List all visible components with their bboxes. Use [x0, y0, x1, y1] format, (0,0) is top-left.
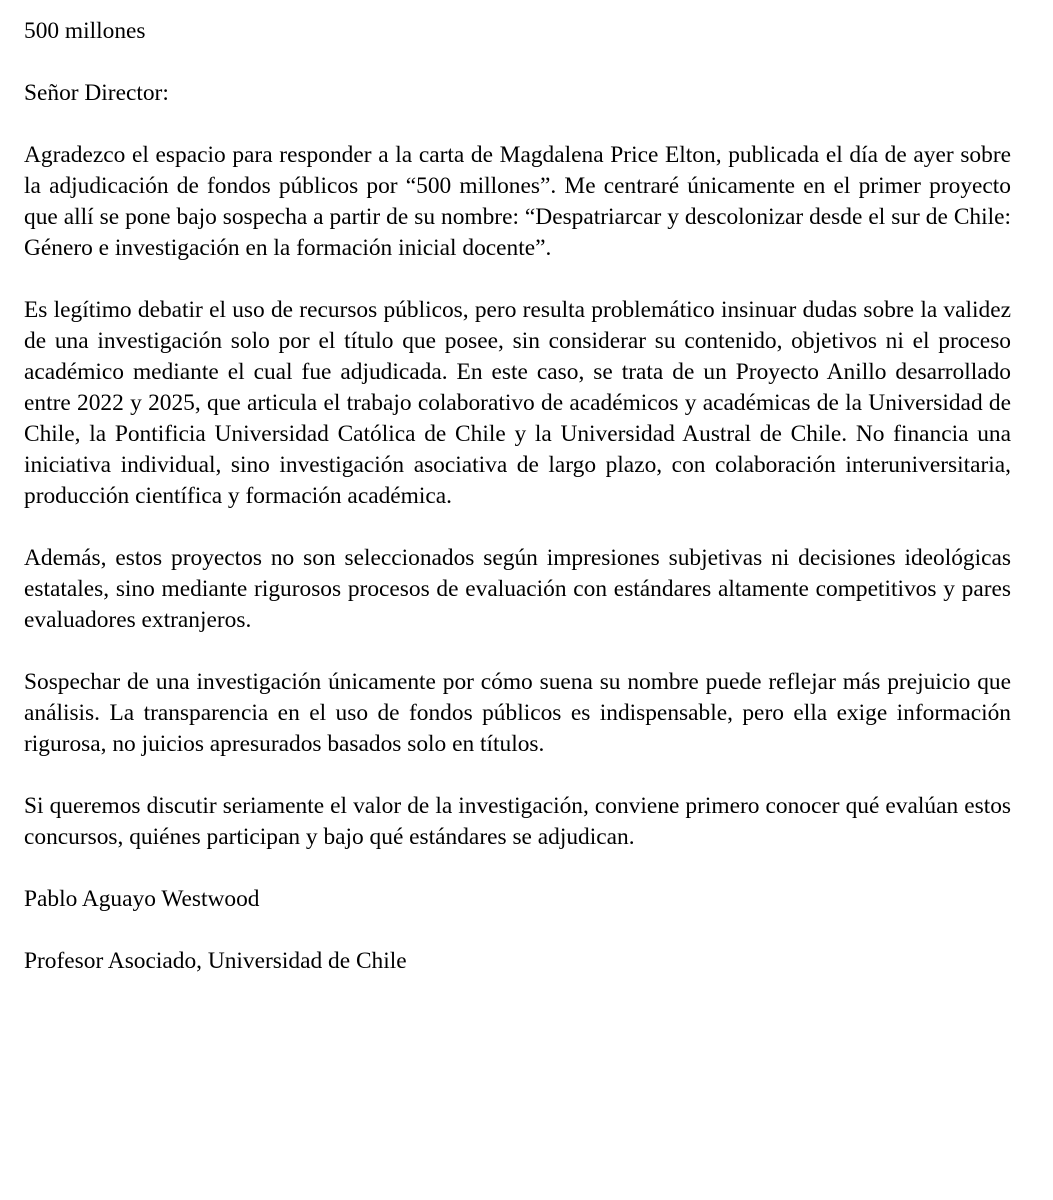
signature-name: Pablo Aguayo Westwood [24, 886, 260, 912]
signature-title: Profesor Asociado, Universidad de Chile [24, 948, 407, 974]
paragraph-evaluation: Además, estos proyectos no son seleccionados según impresiones subjetivas ni decisiones ideológicas estatales, sino mediante rigurosos procesos de evaluación con estándares altamente competitivos y pares evaluadores extranjeros. [24, 545, 1011, 633]
letter-body [24, 16, 1011, 977]
paragraph-conclusion: Si queremos discutir seriamente el valor de la investigación, conviene primero conocer qué evalúan estos concursos, quiénes participan y bajo qué estándares se adjudican. [24, 793, 1011, 850]
salutation: Señor Director: [24, 80, 169, 106]
paragraph-intro: Agradezco el espacio para responder a la carta de Magdalena Price Elton, publicada el día de ayer sobre la adjudicación de fondos públicos por “500 millones”. Me centraré únicamente en el primer proyecto que allí se pone bajo sospecha a partir de su nombre: “Despatriarcar y descolonizar desde el sur de Chile: Género e investigación en la formación inicial docente”. [24, 142, 1011, 261]
letter-title: 500 millones [24, 18, 146, 44]
paragraph-suspicion: Sospechar de una investigación únicamente por cómo suena su nombre puede reflejar más prejuicio que análisis. La transparencia en el uso de fondos públicos es indispensable, pero ella exige información rigurosa, no juicios apresurados basados solo en títulos. [24, 669, 1011, 757]
paragraph-legitimacy: Es legítimo debatir el uso de recursos públicos, pero resulta problemático insinuar dudas sobre la validez de una investigación solo por el título que posee, sin considerar su contenido, objetivos ni el proceso académico mediante el cual fue adjudicada. En este caso, se trata de un Proyecto Anillo desarrollado entre 2022 y 2025, que articula el trabajo colaborativo de académicos y académicas de la Universidad de Chile, la Pontificia Universidad Católica de Chile y la Universidad Austral de Chile. No financia una iniciativa individual, sino investigación asociativa de largo plazo, con colaboración interuniversitaria, producción científica y formación académica. [24, 297, 1011, 509]
